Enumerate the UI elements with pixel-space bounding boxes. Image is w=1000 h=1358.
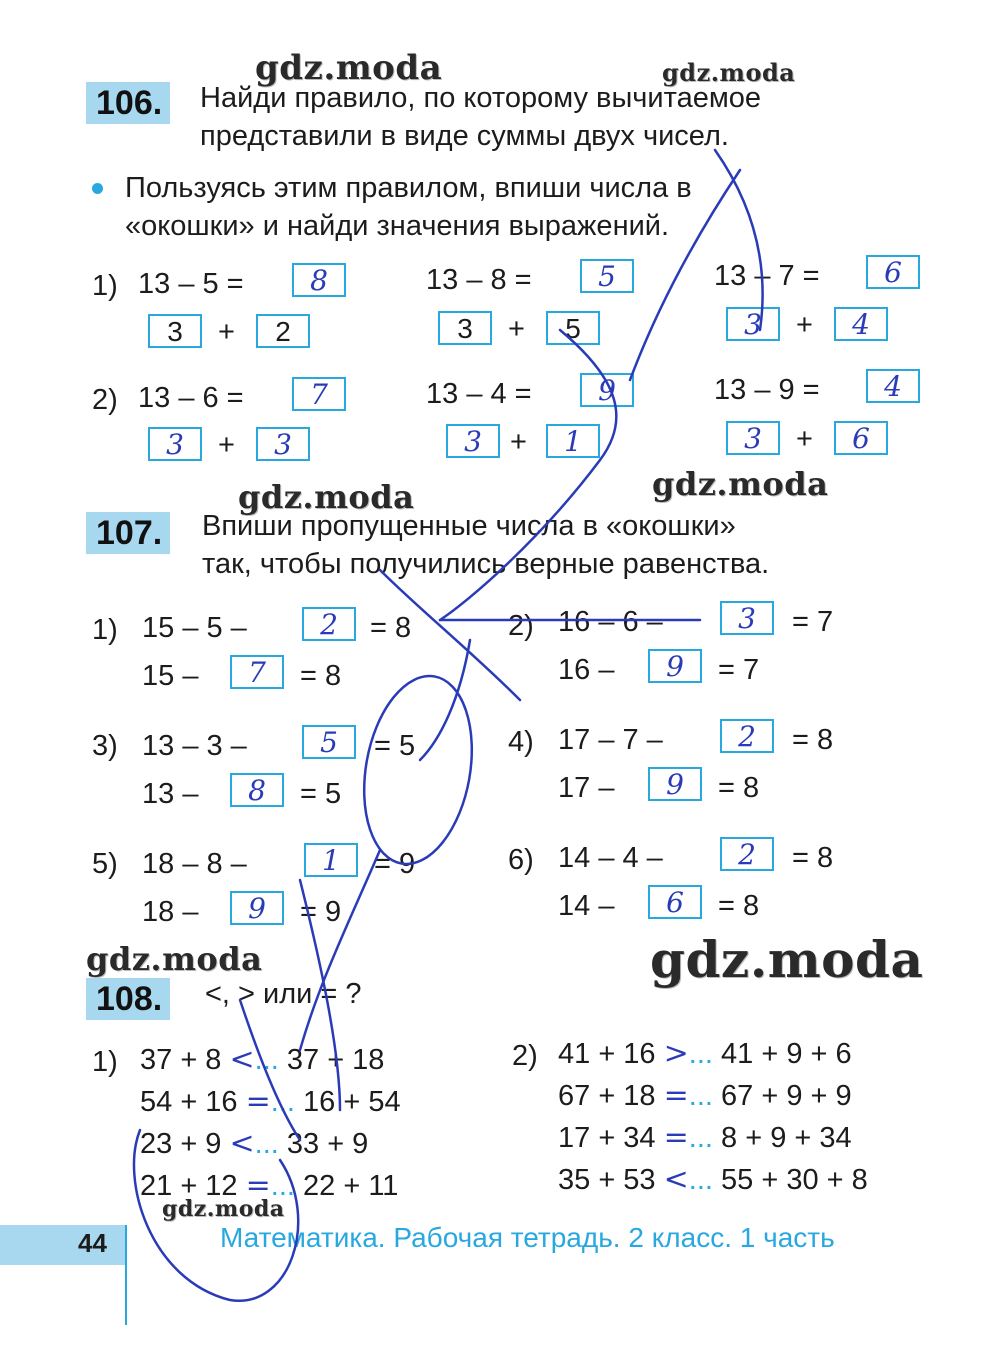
expression: 18 – 8 – xyxy=(142,848,247,880)
expression: 13 – 8 = xyxy=(426,264,532,296)
expression: 13 – 6 = xyxy=(138,382,244,414)
right-expr: 22 + 11 xyxy=(303,1170,399,1202)
term-box[interactable]: 3 xyxy=(446,424,500,458)
row-label: 3) xyxy=(92,730,118,762)
task-text: «окошки» и найди значения выражений. xyxy=(125,210,670,242)
term-box[interactable]: 3 xyxy=(726,421,780,455)
task-number: 107. xyxy=(86,512,170,554)
comparison-row xyxy=(558,1162,868,1198)
left-expr: 37 + 8 xyxy=(140,1044,222,1076)
term-box[interactable]: 3 xyxy=(148,427,202,461)
dots: ... xyxy=(270,1086,295,1118)
comparison-row xyxy=(140,1084,401,1120)
row-label: 2) xyxy=(512,1040,538,1072)
task-text: так, чтобы получились верные равенства. xyxy=(202,548,770,580)
comparison-row xyxy=(140,1126,368,1162)
dots: ... xyxy=(688,1080,713,1112)
expression: 18 – xyxy=(142,896,199,928)
comparison-row xyxy=(140,1042,384,1078)
dots: ... xyxy=(688,1038,713,1070)
row-label: 2) xyxy=(508,610,534,642)
dots: ... xyxy=(254,1128,279,1160)
result: = 8 xyxy=(718,772,760,804)
right-expr: 16 + 54 xyxy=(303,1086,401,1118)
left-expr: 23 + 9 xyxy=(140,1128,222,1160)
term-box[interactable]: 3 xyxy=(726,307,780,341)
result: = 7 xyxy=(718,654,760,686)
dots: ... xyxy=(270,1170,295,1202)
bullet-icon xyxy=(92,183,103,194)
answer-box[interactable]: 9 xyxy=(230,891,284,925)
watermark: gdz.moda xyxy=(86,940,263,978)
page-number: 44 xyxy=(78,1228,107,1258)
left-expr: 35 + 53 xyxy=(558,1164,656,1196)
answer-box[interactable]: 7 xyxy=(292,377,346,411)
answer-box[interactable]: 3 xyxy=(720,601,774,635)
left-expr: 54 + 16 xyxy=(140,1086,238,1118)
expression: 13 – 4 = xyxy=(426,378,532,410)
plus-sign: + xyxy=(796,309,813,341)
task-number: 108. xyxy=(86,978,170,1020)
answer-box[interactable]: 9 xyxy=(580,373,634,407)
sign-answer[interactable]: < xyxy=(663,1162,689,1197)
answer-box[interactable]: 8 xyxy=(292,263,346,297)
dots: ... xyxy=(688,1164,713,1196)
sign-answer[interactable]: < xyxy=(229,1042,255,1077)
plus-sign: + xyxy=(510,426,527,458)
answer-box[interactable]: 4 xyxy=(866,369,920,403)
expression: 13 – 5 = xyxy=(138,268,244,300)
term-box[interactable]: 3 xyxy=(256,427,310,461)
answer-box[interactable]: 2 xyxy=(720,837,774,871)
task-number: 106. xyxy=(86,82,170,124)
result: = 8 xyxy=(792,842,834,874)
answer-box[interactable]: 9 xyxy=(648,767,702,801)
result: = 5 xyxy=(374,730,416,762)
comparison-row xyxy=(558,1036,852,1072)
answer-box[interactable]: 9 xyxy=(648,649,702,683)
task-text: <, > или = ? xyxy=(205,978,362,1010)
task-text: Найди правило, по которому вычитаемое xyxy=(200,82,762,114)
margin-line xyxy=(125,1225,127,1325)
left-expr: 21 + 12 xyxy=(140,1170,238,1202)
task-text: представили в виде суммы двух чисел. xyxy=(200,120,729,152)
left-expr: 17 + 34 xyxy=(558,1122,656,1154)
result: = 8 xyxy=(718,890,760,922)
plus-sign: + xyxy=(218,429,235,461)
sign-answer[interactable]: = xyxy=(663,1078,689,1113)
result: = 7 xyxy=(792,606,834,638)
row-label: 1) xyxy=(92,614,118,646)
book-title: Математика. Рабочая тетрадь. 2 класс. 1 часть xyxy=(220,1222,835,1253)
plus-sign: + xyxy=(218,316,235,348)
result: = 9 xyxy=(374,848,416,880)
term-box[interactable]: 4 xyxy=(834,307,888,341)
dots: ... xyxy=(254,1044,279,1076)
expression: 13 – 9 = xyxy=(714,374,820,406)
term-box[interactable]: 3 xyxy=(438,311,492,345)
result: = 8 xyxy=(300,660,342,692)
result: = 8 xyxy=(370,612,412,644)
right-expr: 33 + 9 xyxy=(286,1128,369,1160)
expression: 15 – xyxy=(142,660,199,692)
sign-answer[interactable]: < xyxy=(229,1126,255,1161)
watermark: gdz.moda xyxy=(255,48,443,88)
right-expr: 55 + 30 + 8 xyxy=(721,1164,868,1196)
row-label: 1) xyxy=(92,270,118,302)
result: = 9 xyxy=(300,896,342,928)
task-text: Впиши пропущенные числа в «окошки» xyxy=(202,510,736,542)
expression: 17 – 7 – xyxy=(558,724,663,756)
sign-answer[interactable]: = xyxy=(245,1168,271,1203)
watermark: gdz.moda xyxy=(650,930,924,989)
expression: 17 – xyxy=(558,772,615,804)
row-label: 6) xyxy=(508,844,534,876)
right-expr: 37 + 18 xyxy=(286,1044,385,1076)
watermark: gdz.moda xyxy=(162,1196,285,1222)
answer-box[interactable]: 7 xyxy=(230,655,284,689)
answer-box[interactable]: 8 xyxy=(230,773,284,807)
answer-box[interactable]: 6 xyxy=(866,255,920,289)
term-box[interactable]: 1 xyxy=(546,424,600,458)
term-box[interactable]: 6 xyxy=(834,421,888,455)
sign-answer[interactable]: > xyxy=(663,1036,689,1071)
sign-answer[interactable]: = xyxy=(663,1120,689,1155)
watermark: gdz.moda xyxy=(662,58,796,87)
right-expr: 67 + 9 + 9 xyxy=(721,1080,852,1112)
dots: ... xyxy=(688,1122,713,1154)
expression: 15 – 5 – xyxy=(142,612,247,644)
row-label: 2) xyxy=(92,384,118,416)
term-box[interactable]: 5 xyxy=(546,311,600,345)
answer-box[interactable]: 2 xyxy=(302,607,356,641)
answer-box[interactable]: 5 xyxy=(302,725,356,759)
left-expr: 41 + 16 xyxy=(558,1038,656,1070)
left-expr: 67 + 18 xyxy=(558,1080,656,1112)
row-label: 5) xyxy=(92,848,118,880)
watermark: gdz.moda xyxy=(238,478,415,516)
task-text: Пользуясь этим правилом, впиши числа в xyxy=(125,172,692,204)
row-label: 4) xyxy=(508,726,534,758)
answer-box[interactable]: 6 xyxy=(648,885,702,919)
expression: 13 – 7 = xyxy=(714,260,820,292)
term-box[interactable]: 2 xyxy=(256,314,310,348)
expression: 14 – xyxy=(558,890,615,922)
expression: 13 – 3 – xyxy=(142,730,247,762)
expression: 16 – 6 – xyxy=(558,606,663,638)
expression: 14 – 4 – xyxy=(558,842,663,874)
answer-box[interactable]: 2 xyxy=(720,719,774,753)
expression: 13 – xyxy=(142,778,199,810)
comparison-row xyxy=(140,1168,398,1204)
comparison-row xyxy=(558,1078,852,1114)
plus-sign: + xyxy=(796,423,813,455)
row-label: 1) xyxy=(92,1046,118,1078)
expression: 16 – xyxy=(558,654,615,686)
watermark: gdz.moda xyxy=(652,465,829,503)
result: = 5 xyxy=(300,778,342,810)
comparison-row xyxy=(558,1120,852,1156)
term-box[interactable]: 3 xyxy=(148,314,202,348)
right-expr: 8 + 9 + 34 xyxy=(721,1122,852,1154)
plus-sign: + xyxy=(508,313,525,345)
sign-answer[interactable]: = xyxy=(245,1084,271,1119)
result: = 8 xyxy=(792,724,834,756)
answer-box[interactable]: 5 xyxy=(580,259,634,293)
answer-box[interactable]: 1 xyxy=(304,843,358,877)
right-expr: 41 + 9 + 6 xyxy=(721,1038,852,1070)
